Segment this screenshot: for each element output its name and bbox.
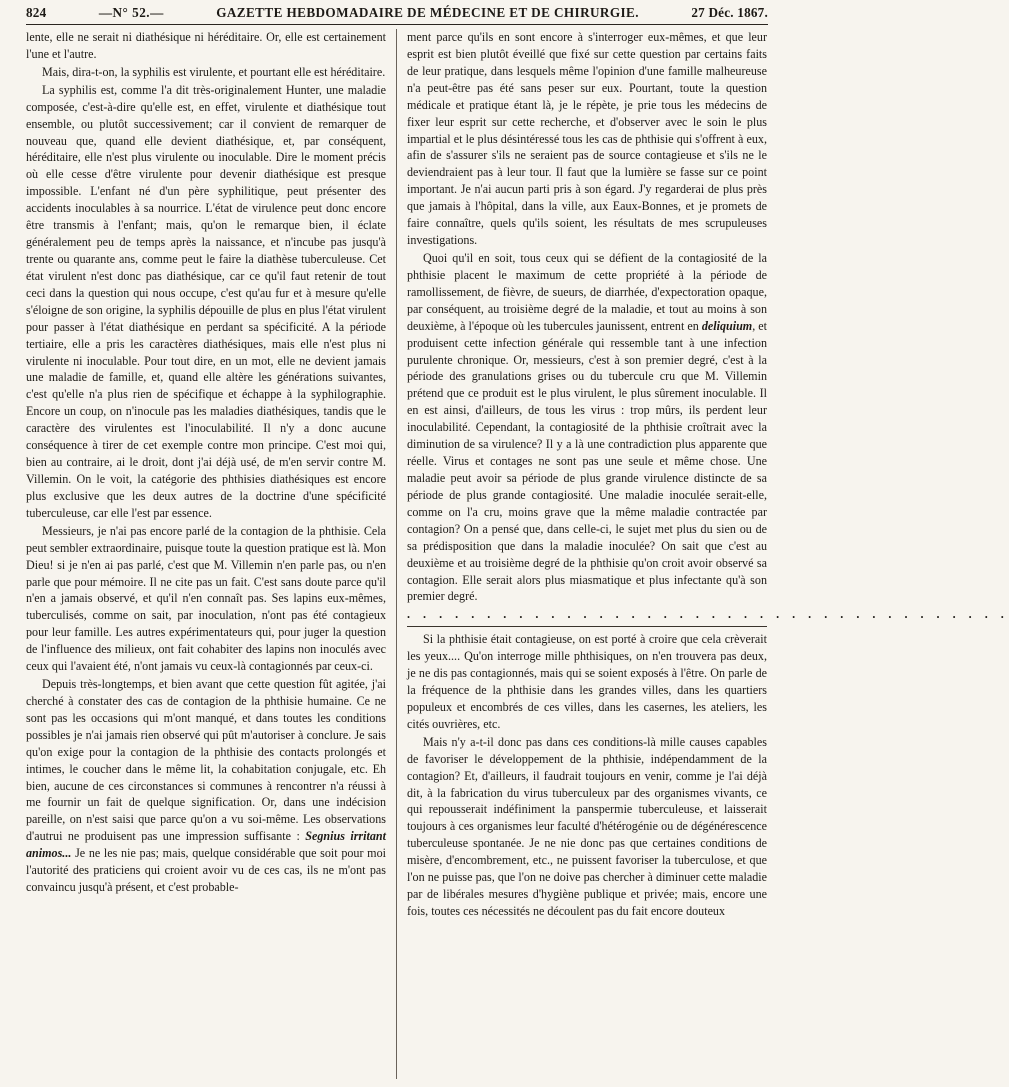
right-column xyxy=(396,29,1009,1079)
paragraph: Messieurs, je n'ai pas encore parlé de la contagion de la phthisie. Cela peut sembler extraordinaire, puisque toute la question pratique est là. Mon Dieu! si je n'en ai pas parlé, c'est que M. Villemin n'en parle pas, ou n'en parle que pour mémoire. Il ne cite pas un fait. C'est sans doute parce qu'il n'en a jamais observé, et qu'il n'en connaît pas. Ses lapins eux-mêmes, tuberculisés, comme on sait, par inoculation, n'ont pas été contagieux pour leur famille. Les autres expérimentateurs qui, pour juger la question de l'influence des milieux, ont fait cohabiter des lapins non inoculés avec ceux qui l'avaient été, n'ont jamais vu ceux-là contagionnés par ceux-ci. xyxy=(26,523,386,674)
article-columns xyxy=(26,29,1009,1079)
paragraph: Mais n'y a-t-il donc pas dans ces conditions-là mille causes capables de favoriser le développement de la phthisie, indépendamment de la contagion? Et, d'ailleurs, il faudrait toujours en venir, comme je l'ai déjà dit, à la fabrication du virus tuberculeux par des organismes vivants, ce qui repousserait indéfiniment la panspermie tuberculeuse, et laisserait toujours à ces organismes leur faculté d'hétérogénie ou de dégénérescence tuberculeuse spontanée. Je ne nie donc pas que certaines conditions de misère, d'encombrement, etc., ne puissent favoriser la tuberculose, et que l'on ne puisse pas, que l'on ne doive pas chercher à diminuer cette maladie par de libérales mesures d'hygiène publique et privée; mais, encore une fois, toutes ces nécessités ne découlent pas du fait encore douteux xyxy=(407,734,767,919)
paragraph: Mais, dira-t-on, la syphilis est virulente, et pourtant elle est héréditaire. xyxy=(42,64,386,79)
paragraph-text: , et produisent cette infection générale qui ressemble tant à une infection purulente chronique. Or, messieurs, c'est à son premier degré, c'est à la période des granulations grises ou du tubercule cru que M. Villemin prétend que ce produit est le plus virulent, le plus sûrement inoculable. Il en est ainsi, d'ailleurs, de tous les virus : trop mûrs, ils perdent leur inoculabilité. Cependant, la contagiosité de la phthisie croîtrait avec la diminution de sa virulence? Il y a là une contradiction plus apparente que réelle. Virus et contages ne sont pas une seule et même chose. Une maladie peut avoir sa période de plus grande virulence distincte de sa période de plus grande contagiosité. Une maladie inoculée serait-elle, comme on l'a cru, moins grave que la même maladie contractée par contagion? On a pensé que, dans celle-ci, le sujet met plus du sien ou de sa prédisposition que dans la maladie inoculée? On sait que c'est au deuxième et au troisième degré de la phthisie qu'on croit avoir observé sa contagion. Elle serait alors plus miasmatique et plus infectante qu'à son premier degré. xyxy=(407,318,768,604)
issue-number: —N° 52.— xyxy=(98,5,164,20)
page-number: 824 xyxy=(26,5,47,20)
left-column xyxy=(26,29,396,1079)
latin-term: deliquium xyxy=(701,318,753,333)
ellipsis-separator: . . . . . . . . . . . . . . . . . . . . . . . . . . . . . . . . . . . . . . xyxy=(407,607,1009,622)
journal-title: GAZETTE HEBDOMADAIRE DE MÉDECINE ET DE CHIRURGIE. xyxy=(216,5,639,20)
paragraph-text: Je ne les nie pas; mais, quelque considérable que soit pour moi l'autorité des praticiens qui croient avoir vu de ces cas, ils ne m'ont pas convaincu jusqu'à présent, et c'est probable- xyxy=(26,846,386,895)
paragraph: La syphilis est, comme l'a dit très-originalement Hunter, une maladie composée, c'est-à-dire qu'elle est, en effet, virulente et diathésique tout ensemble, ou plutôt successivement; car il convient de remarquer de nouveau que, quand elle devient diathésique, et, par conséquent, héréditaire, elle n'est plus virulente ou inoculable. Dire le moment précis où elle cesse d'être virulente pour devenir diathésique est presque impossible. L'enfant né d'un père syphilitique, peut présenter des accidents inoculables à sa nourrice. L'état de virulence peut donc encore être transmis à l'enfant; mais, qu'on le remarque bien, il éclate généralement peu de temps après la naissance, et n'incube pas jusqu'à trente ou quarante ans, comme peut le faire la diathèse tuberculeuse. Cet état virulent n'est donc pas diathésique, car ce qu'il faut retenir de tout ceci dans la question qui nous occupe, c'est qu'au fur et à mesure qu'elle s'éloigne de son origine, la syphilis dépouille de plus en plus l'état virulent pour passer à l'état diathésique en perdant sa spécificité. A la période tertiaire, elle a pris les caractères diathésiques, mais elle n'est plus ni virulente ni inoculable. Pour tout dire, en un mot, elle ne devient jamais une maladie de famille, et, quand elle altère les générations suivantes, c'est qu'elle n'a plus rien de spécifique et échappe à la syphilographie. Encore un coup, on n'inocule pas les maladies diathésiques, tandis que le caractère des virulentes est l'inoculabilité. Il n'y a donc aucune conséquence à tirer de cet exemple contre mon principe. C'est moi qui, bien au contraire, ai le droit, dont j'ai déjà usé, de m'en servir contre M. Villemin. On le voit, la catégorie des phthisies diathésiques est encore plus exclusive que les deux autres de la doctrine d'une spécificité tuberculeuse, car elle l'est par essence. xyxy=(26,82,386,520)
paragraph xyxy=(407,250,767,605)
paragraph xyxy=(26,676,386,896)
paragraph: ment parce qu'ils en sont encore à s'interroger eux-mêmes, et que leur esprit est bien plutôt éveillé que fixé sur cette question par certains faits de leur pratique, dans lesquels même l'opinion d'une famille malheureuse n'a peut-être pas été sans peser sur eux. Pourtant, toute la question médicale et pratique étant là, je le répète, je prie tous les médecins de fixer leur esprit sur cette recherche, et d'observer avec le soin le plus impartial et le plus désintéressé tous les cas de phthisie qui s'offrent à eux, afin de s'assurer s'ils ne seraient pas de source contagieuse et s'ils ne le deviendraient pas à leur tour. Il faut que la lumière se fasse sur ce point important. Je n'ai aucun parti pris à son égard. J'y regarderai de plus près que jamais à l'hôpital, dans la ville, aux Eaux-Bonnes, et je promets de faire connaître, quels qu'ils soient, les résultats de mes scrupuleuses investigations. xyxy=(407,30,767,248)
section-divider xyxy=(407,626,767,627)
paragraph-text: Quoi qu'il en soit, tous ceux qui se défient de la contagiosité de la phthisie placent le maximum de cette propriété à la période de ramollissement, de fièvre, de sueurs, de diarrhée, d'expectoration opaque, par conséquent, au troisième degré de la maladie, et tout au moins à son deuxième, à l'époque où les tubercules jaunissent, entrent en xyxy=(407,250,767,333)
running-head xyxy=(26,4,768,25)
issue-date: 27 Déc. 1867. xyxy=(691,5,768,20)
latin-quote: Segnius irritant animos... xyxy=(26,829,386,861)
paragraph: lente, elle ne serait ni diathésique ni héréditaire. Or, elle est certainement l'une et l'autre. xyxy=(26,30,386,61)
paragraph-text: Depuis très-longtemps, et bien avant que cette question fût agitée, j'ai cherché à constater des cas de contagion de la phthisie humaine. Ce ne sont pas les occasions qui m'ont manqué, et dans toutes les conditions possibles je n'ai jamais rien observé qui pût m'autoriser à conclure. Je sais qu'on exige pour la contagion de la phthisie des contacts prolongés et intimes, le coucher dans le même lit, la cohabitation conjugale, etc. Eh bien, aucune de ces circonstances si communes à rencontrer n'a réussi à me fournir un fait de quelque signification. Or, dans une indécision pareille, on n'est saisi que parce qu'on a vu soi-même. Les observations d'autrui ne produisent pas une impression suffisante : xyxy=(26,677,386,844)
paragraph: Si la phthisie était contagieuse, on est porté à croire que cela crèverait les yeux.... Qu'on interroge mille phthisiques, on n'en trouvera pas deux, je ne dis pas contagionnés, mais qui se soient exposés à l'être. On parle de la fréquence de la phthisie dans les grandes villes, dans les quartiers populeux et encombrés de ces villes, dans les casernes, les ateliers, les cités ouvrières, etc. xyxy=(407,632,767,731)
